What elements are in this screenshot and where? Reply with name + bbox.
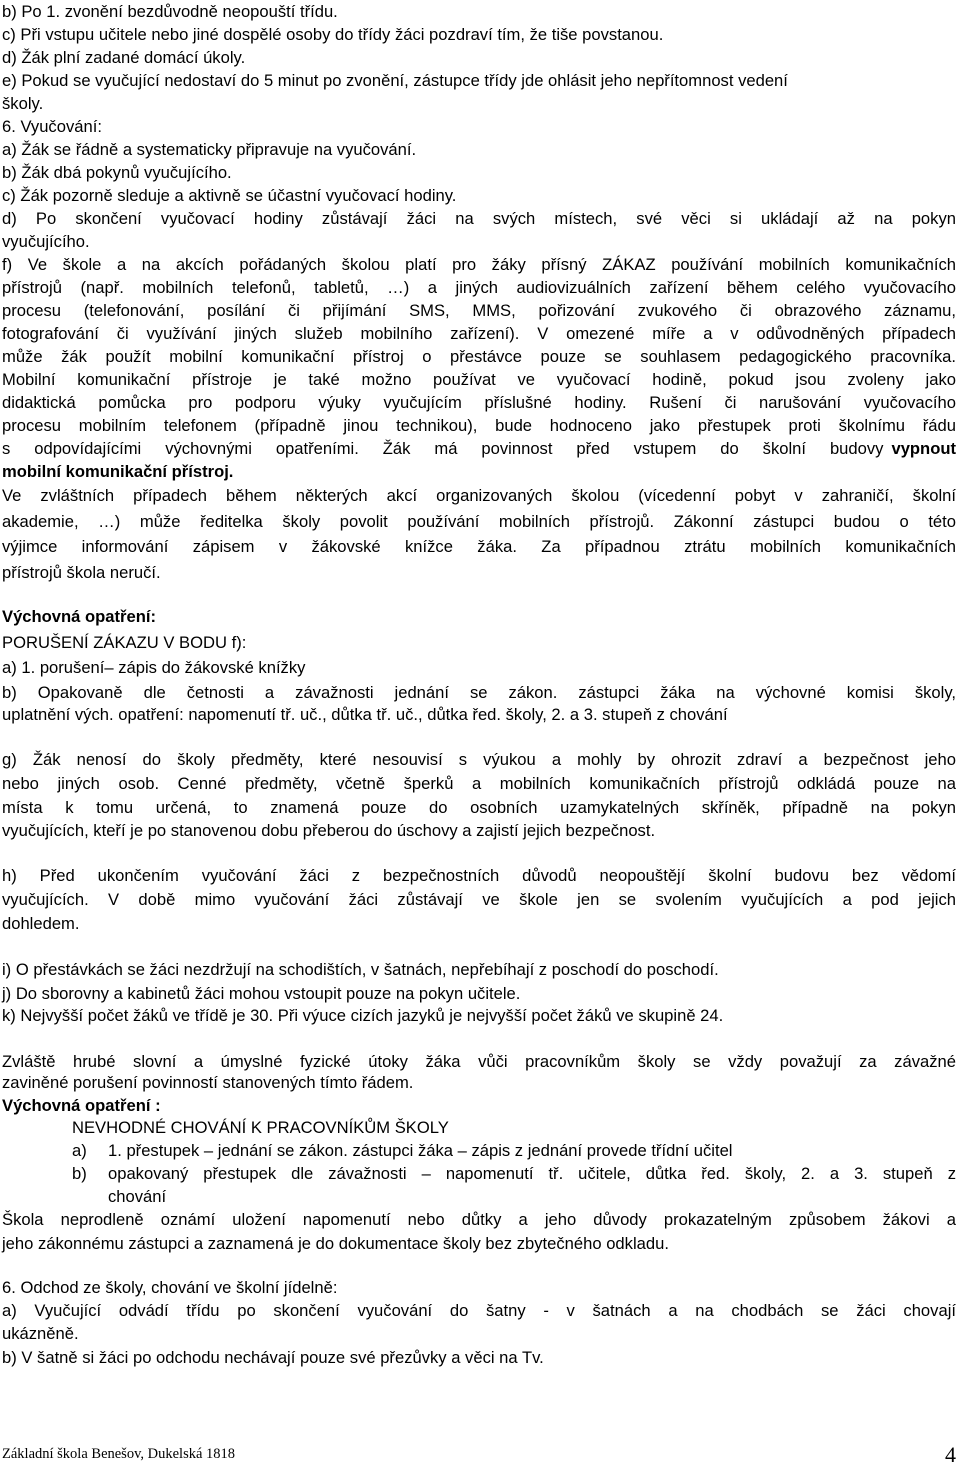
list-item-text: opakovaný přestupek dle závažnosti – napomenutí tř. učitele, důtka řed. školy, 2. a 3. stupeň z (108, 1164, 956, 1183)
text-line: školy. (2, 94, 44, 113)
text-line: a) Vyučující odvádí třídu po skončení vyučování do šatny - v šatnách a na chodbách se žáci chovají (2, 1301, 956, 1320)
text-line: přístrojů škola neručí. (2, 563, 161, 582)
text-line: může žák použít mobilní komunikační přístroj o přestávce pouze se souhlasem pedagogického pracovníka. (2, 347, 956, 366)
text-line: a) Žák se řádně a systematicky připravuje na vyučování. (2, 140, 417, 159)
section-heading: Výchovná opatření: (2, 607, 156, 626)
text-line: c) Žák pozorně sleduje a aktivně se účastní vyučovací hodiny. (2, 186, 457, 205)
list-item-text: 1. přestupek – jednání se zákon. zástupci žáka – zápis z jednání provede třídní učitel (108, 1141, 733, 1160)
text-line: i) O přestávkách se žáci nezdržují na schodištích, v šatnách, nepřebíhají z poschodí do poschodí. (2, 960, 719, 979)
text-line: Zvláště hrubé slovní a úmyslné fyzické útoky žáka vůči pracovníkům školy se vždy považují za závažné (2, 1052, 956, 1071)
section-heading: Výchovná opatření : (2, 1096, 161, 1115)
text-segment: s odpovídajícími výchovnými opatřeními. Žák má povinnost před vstupem do školní budovy (2, 439, 884, 458)
text-line: nebo jiných osob. Cenné předměty, včetně šperků a mobilních komunikačních přístrojů odkládá pouze na (2, 774, 956, 793)
page-footer: Základní škola Benešov, Dukelská 1818 (2, 1446, 236, 1462)
section-heading: 6. Odchod ze školy, chování ve školní jídelně: (2, 1278, 338, 1297)
text-line: a) 1. porušení– zápis do žákovské knížky (2, 658, 306, 677)
text-line: přístrojů (např. mobilních telefonů, tabletů, …) a jiných audiovizuálních zařízení během celého vyučovacího (2, 278, 956, 297)
text-line: vyučujících, kteří je po stanovenou dobu přeberou do úschovy a zajistí jejich bezpečnost. (2, 821, 656, 840)
emphasis-line: mobilní komunikační přístroj. (2, 462, 234, 481)
section-heading: 6. Vyučování: (2, 117, 102, 136)
text-line: procesu (telefonování, posílání či přijímání SMS, MMS, pořizování zvukového či obrazového záznamu, (2, 301, 956, 320)
text-line: d) Žák plní zadané domácí úkoly. (2, 48, 246, 67)
text-line (2, 439, 956, 459)
text-line: b) V šatně si žáci po odchodu nechávají pouze své přezůvky a věci na Tv. (2, 1348, 544, 1367)
text-line: Ve zvláštních případech během některých akcí organizovaných školou (vícedenní pobyt v zahraničí, školní (2, 486, 956, 505)
text-line: didaktická pomůcka pro podporu výuky vyučujícím příslušné hodiny. Rušení či narušování vyučovacího (2, 393, 956, 412)
text-line: j) Do sborovny a kabinetů žáci mohou vstoupit pouze na pokyn učitele. (2, 984, 521, 1003)
page-number: 4 (945, 1442, 956, 1467)
text-line: b) Po 1. zvonění bezdůvodně neopouští třídu. (2, 2, 338, 21)
text-line: fotografování či využívání jiných služeb mobilního zařízení). V omezené míře a v odůvodněných případech (2, 324, 956, 343)
text-line: místa k tomu určená, to znamená pouze do osobních uzamykatelných skříněk, případně na pokyn (2, 798, 956, 817)
subheading: NEVHODNÉ CHOVÁNÍ K PRACOVNÍKŮM ŠKOLY (72, 1118, 449, 1137)
text-line: d) Po skončení vyučovací hodiny zůstávají žáci na svých místech, své věci si ukládají až na pokyn (2, 209, 956, 228)
text-line: e) Pokud se vyučující nedostaví do 5 minut po zvonění, zástupce třídy jde ohlásit jeho nepřítomnost vedení (2, 71, 788, 90)
text-line: vyučujícího. (2, 232, 90, 251)
text-line: g) Žák nenosí do školy předměty, které nesouvisí s výukou a mohly by ohrozit zdraví a bezpečnost jeho (2, 750, 956, 769)
text-line: procesu mobilním telefonem (případně jinou technikou), bude hodnoceno jako přestupek proti školnímu řádu (2, 416, 956, 435)
text-line: akademie, …) může ředitelka školy povolit používání mobilních přístrojů. Zákonní zástupci budou o této (2, 512, 956, 531)
text-line: chování (108, 1187, 167, 1206)
text-line: f) Ve škole a na akcích pořádaných školou platí pro žáky přísný ZÁKAZ používání mobilních komunikačních (2, 255, 956, 274)
list-item (72, 1141, 956, 1161)
text-line: vyučujících. V době mimo vyučování žáci zůstávají ve škole jen se svolením vyučujících a pod jejich (2, 890, 956, 909)
text-line: b) Opakovaně dle četnosti a závažnosti jednání se zákon. zástupci žáka na výchovné komisi školy, (2, 683, 956, 702)
list-item (72, 1164, 956, 1184)
list-marker: a) (72, 1141, 87, 1160)
text-line: c) Při vstupu učitele nebo jiné dospělé osoby do třídy žáci pozdraví tím, že tiše povstanou. (2, 25, 664, 44)
text-line: uplatnění vých. opatření: napomenutí tř. uč., důtka tř. uč., důtka řed. školy, 2. a 3. stupeň z chování (2, 705, 728, 724)
text-line: zaviněné porušení povinností stanovených tímto řádem. (2, 1073, 414, 1092)
text-line: k) Nejvyšší počet žáků ve třídě je 30. Při výuce cizích jazyků je nejvyšší počet žáků ve skupině 24. (2, 1006, 724, 1025)
text-line: ukázněně. (2, 1324, 79, 1343)
text-line: dohledem. (2, 914, 80, 933)
text-line: Mobilní komunikační přístroje je také možno používat ve vyučovací hodině, pokud jsou zvoleny jako (2, 370, 956, 389)
text-line: Škola neprodleně oznámí uložení napomenutí nebo důtky a jeho důvody prokazatelným způsobem žákovi a (2, 1210, 956, 1229)
text-line: b) Žák dbá pokynů vyučujícího. (2, 163, 232, 182)
text-line: jeho zákonnému zástupci a zaznamená je do dokumentace školy bez zbytečného odkladu. (2, 1234, 669, 1253)
text-line: PORUŠENÍ ZÁKAZU V BODU f): (2, 633, 247, 652)
text-line: výjimce informování zápisem v žákovské knížce žáka. Za případnou ztrátu mobilních komunikačních (2, 537, 956, 556)
list-marker: b) (72, 1164, 87, 1183)
emphasis-text: vypnout (891, 439, 956, 458)
text-line: h) Před ukončením vyučování žáci z bezpečnostních důvodů neopouštějí školní budovu bez vědomí (2, 866, 956, 885)
